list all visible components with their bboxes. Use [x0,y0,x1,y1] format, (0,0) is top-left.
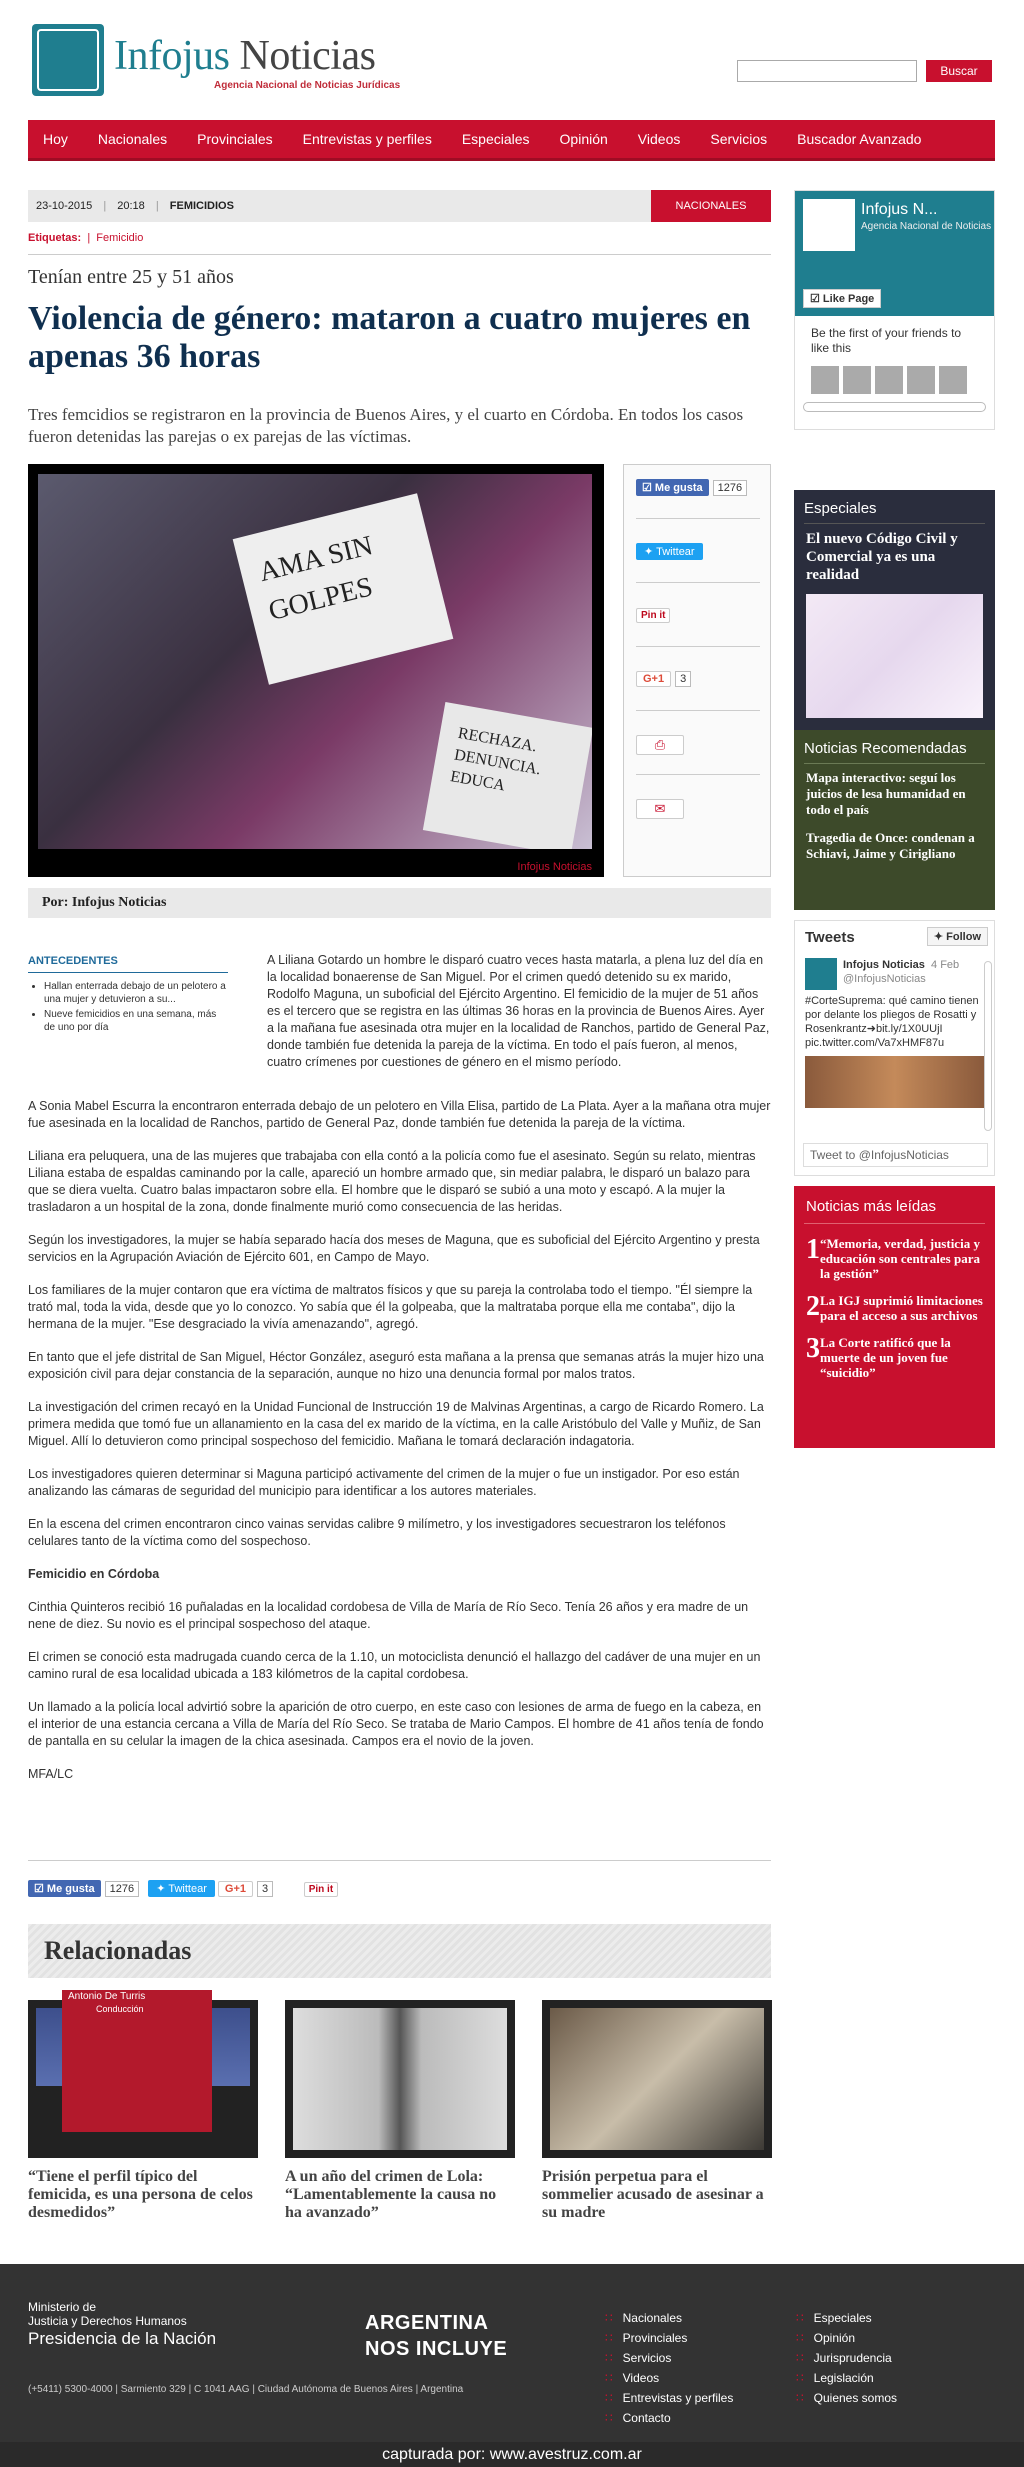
tweet-input[interactable]: Tweet to @InfojusNoticias [803,1143,988,1167]
facebook-page-subtitle: Agencia Nacional de Noticias [861,221,992,232]
email-icon[interactable]: ✉ [636,799,684,819]
google-plus-count: 3 [675,671,691,687]
facebook-like-count: 1276 [105,1881,139,1897]
protest-image [38,474,592,849]
site-logo-title[interactable]: Infojus Noticias [114,33,376,79]
related-badge-sub: Conducción [96,2004,144,2014]
mas-leidas-link[interactable]: “Memoria, verdad, justicia y educación son centrales para la gestión” [820,1236,980,1281]
bottom-share-bar [28,1880,338,1897]
twitter-share-button[interactable]: ✦ Twittear [148,1880,215,1897]
footer-link[interactable]: ∷ Servicios [605,2348,733,2368]
nav-item-videos[interactable]: Videos [637,131,681,147]
divider [28,1860,771,1861]
nav-item-entrevistas[interactable]: Entrevistas y perfiles [302,131,432,147]
antecedentes-list [28,980,228,1036]
mas-leidas-item[interactable] [794,1329,995,1386]
facebook-page-title[interactable]: Infojus N... [861,201,938,218]
horizontal-scrollbar[interactable] [803,402,986,412]
tweet-user[interactable]: Infojus Noticias [843,959,925,971]
tweet-date[interactable]: 4 Feb [931,959,960,971]
especiales-title[interactable]: Especiales [804,500,877,517]
tag-femicidio[interactable]: Femicidio [96,232,144,244]
footer-link[interactable]: ∷ Opinión [796,2328,897,2348]
twitter-share-button[interactable]: ✦ Twittear [636,543,703,560]
paragraph: Cinthia Quinteros recibió 16 puñaladas en la localidad cordobesa de Villa de María de Río Seco. Tenía 26 años y era madre de un nene de diez. Su novio es el principal sospechoso del ataque. [28,1600,749,1631]
related-title[interactable]: “Tiene el perfil típico del femicida, es una persona de celos desmedidos” [28,2168,253,2221]
paragraph: Según los investigadores, la mujer se había separado hacía dos meses de Maguna, que es suboficial del Ejército Argentino y presta servicios en la Agrupación Aviación de Ejército 601, en Campo de Mayo. [28,1233,760,1264]
related-card[interactable] [542,2000,772,2222]
related-card[interactable] [285,2000,515,2222]
mas-leidas-link[interactable]: La IGJ suprimió limitaciones para el acceso a sus archivos [820,1293,983,1323]
capture-watermark: capturada por: www.avestruz.com.ar [0,2442,1024,2467]
article-meta-bar: 23-10-2015 | 20:18 | FEMICIDIOS NACIONALES [28,190,771,222]
antecedente-link[interactable]: • Nueve femicidios en una semana, más de uno por día [44,1008,228,1034]
related-image[interactable] [285,2000,515,2158]
related-title[interactable]: A un año del crimen de Lola: “Lamentablemente la causa no ha avanzado” [285,2168,497,2221]
footer-link[interactable]: ∷ Especiales [796,2308,897,2328]
tweet-handle[interactable]: @InfojusNoticias [843,973,926,985]
avatar[interactable] [843,366,871,394]
recomendada-link[interactable]: Mapa interactivo: seguí los juicios de lesa humanidad en todo el país [806,770,966,817]
share-column [623,464,771,877]
footer-links-col1 [605,2308,733,2428]
paragraph: A Sonia Mabel Escurra la encontraron enterrada debajo de un pelotero en Villa Elisa, partido de La Plata. Ayer a la mañana otra mujer fue asesinada en la localidad de Ranchos, partido de General Paz, donde también fue detenida la pareja de la víctima. [28,1099,771,1130]
facebook-faces [795,366,994,394]
divider [28,254,771,255]
article-headline: Violencia de género: mataron a cuatro mujeres en apenas 36 horas [28,300,751,375]
footer-link[interactable]: ∷ Nacionales [605,2308,733,2328]
facebook-cover[interactable] [795,191,994,316]
relacionadas-title: Relacionadas [28,1924,771,1978]
facebook-friends-text: Be the first of your friends to like this [811,326,962,355]
site-header [28,20,995,100]
tweet-image[interactable] [805,1056,984,1108]
article-body [28,1098,771,1799]
search-input[interactable] [737,60,917,82]
subheading: Femicidio en Córdoba [28,1567,160,1581]
avatar[interactable] [939,366,967,394]
related-title[interactable]: Prisión perpetua para el sommelier acusado de asesinar a su madre [542,2168,764,2221]
divider [804,1223,985,1224]
tweets-title: Tweets [805,929,855,946]
paragraph: Los investigadores quieren determinar si Maguna participó activamente del crimen de la mujer o fue un instigador. Por eso están analizando las cámaras de seguridad del municipio para identificar a los autores materiales. [28,1467,740,1498]
recomendadas-title: Noticias Recomendadas [804,740,967,757]
paragraph: El crimen se conoció esta madrugada cuando cerca de la 1.10, un motociclista denunció el hallazgo del cadáver de una mujer en un camino rural de esa localidad ubicada a 183 kilómetros de la capital cordobesa. [28,1650,761,1681]
mas-leidas-panel [794,1186,995,1448]
pinterest-button[interactable]: Pin it [304,1882,338,1897]
pinterest-button[interactable]: Pin it [636,608,670,623]
facebook-like-button[interactable]: ☑ Me gusta [636,479,709,496]
related-image[interactable] [28,1991,258,2158]
article-time: 20:18 [117,200,145,212]
paragraph: La investigación del crimen recayó en la Unidad Funcional de Instrucción 19 de Malvinas Argentinas, a cargo de Ricardo Romero. La primera medida que tomó fue un allanamiento en la casa del ex marido de la víctima, en la calle Aristóbulo del Valle y Muñiz, de San Miguel. Allí lo detuvieron como principal sospechoso del femicidio. Mañana le tomará declaración indagatoria. [28,1400,764,1448]
paragraph: Liliana era peluquera, una de las mujeres que trabajaba con ella contó a la policía como fue el asesinato. Según su relato, mientras Liliana estaba de espaldas caminando por la calle, apareció un hombre armado que, sin mediar palabra, le disparó un balazo para que se diera vuelta. Cuatro balas impactaron sobre ella. El hombre que le disparó se subió a una moto y escapó. A la mujer la trasladaron a un hospital de la zona, donde finalmente murió como consecuencia de las heridas. [28,1149,756,1214]
category-badge[interactable]: NACIONALES [651,190,771,222]
paragraph: A Liliana Gotardo un hombre le disparó cuatro veces hasta matarla, a plena luz del día en la localidad bonaerense de San Miguel. Por el crimen quedó detenido su ex marido, Rodolfo Maguna, un suboficial del Ejército Argentino. El femicidio de la mujer de 51 años es el tercero que se registra en las últimas 36 horas en la provincia de Buenos Aires. Ayer a la mañana fue asesinada otra mujer en la localidad de Ranchos, partido de General Paz, donde también fue detenida la pareja de la víctima. En todo el país fueron, al menos, cuatro crímenes por cuestiones de género en el mismo período. [267,953,770,1069]
tags-separator: | [87,232,91,244]
footer-address: (+5411) 5300-4000 | Sarmiento 329 | C 1041 AAG | Ciudad Autónoma de Buenos Aires | Argentina [28,2384,464,2395]
avatar[interactable] [811,366,839,394]
facebook-like-count: 1276 [713,480,747,496]
site-logo-subtitle: Agencia Nacional de Noticias Jurídicas [214,80,401,91]
facebook-like-page-button[interactable]: ☑ Like Page [803,289,881,308]
article-byline: Por: Infojus Noticias [28,888,771,918]
paragraph: Los familiares de la mujer contaron que era víctima de maltratos físicos y que su pareja la controlaba todo el tiempo. "Él siempre la trató mal, toda la vida, desde que yo lo conozco. Yo sabía que él la golpeaba, que la maltrataba porque ella me contaba", dijo la hermana de la mujer. "Ese desgraciado la vivía amenazando", agregó. [28,1283,753,1331]
footer-link[interactable]: ∷ Provinciales [605,2328,733,2348]
footer-link[interactable]: ∷ Quienes somos [796,2388,897,2408]
footer-link[interactable]: ∷ Videos [605,2368,733,2388]
recomendada-link[interactable]: Tragedia de Once: condenan a Schiavi, Jaime y Cirigliano [806,830,975,861]
article-section[interactable]: FEMICIDIOS [169,200,234,212]
mas-leidas-link[interactable]: La Corte ratificó que la muerte de un joven fue “suicidio” [820,1335,951,1380]
search-button[interactable]: Buscar [926,60,992,82]
footer-link[interactable]: ∷ Legislación [796,2368,897,2388]
avatar[interactable] [907,366,935,394]
related-card[interactable] [28,1991,258,2222]
footer-link[interactable]: ∷ Entrevistas y perfiles [605,2388,733,2408]
facebook-widget [794,190,995,430]
rank-number: 3 [806,1333,820,1364]
tags [28,232,143,244]
protest-sign: AMA SIN GOLPES [233,493,454,685]
avatar[interactable] [805,958,837,990]
especiales-panel [794,490,995,760]
twitter-follow-button[interactable]: ✦ Follow [927,927,988,946]
nav-item-hoy[interactable]: Hoy [43,131,68,147]
antecedentes-title: ANTECEDENTES [28,955,118,967]
nav-item-opinion[interactable]: Opinión [559,131,608,147]
argentina-nos-incluye-logo: ARGENTINA NOS INCLUYE [365,2312,508,2360]
paragraph: Un llamado a la policía local advirtió sobre la aparición de otro cuerpo, en este caso con lesiones de arma de fuego en la cabeza, en el interior de una estancia cercana a Villa de María del Río Seco. Se trataba de Mario Campos. El hombre de 41 años tenía de fondo de pantalla en su celular la imagen de la chica asesinada. Campos era el novio de la joven. [28,1700,764,1748]
footer-links-col2 [796,2308,897,2408]
infojus-logo-icon[interactable] [32,24,104,96]
tags-label: Etiquetas: [28,232,82,244]
related-image[interactable] [542,2000,772,2158]
rank-number: 2 [806,1291,820,1322]
especiales-item[interactable]: El nuevo Código Civil y Comercial ya es una realidad [806,531,958,583]
footer-link[interactable]: ∷ Jurisprudencia [796,2348,897,2368]
article-lead: Tres femcidios se registraron en la provincia de Buenos Aires, y el cuarto en Córdoba. En todos los casos fueron detenidas las parejas o ex parejas de las víctimas. [28,405,744,446]
signature: MFA/LC [28,1767,74,1781]
article-date: 23-10-2015 [36,200,93,212]
photo-caption: Infojus Noticias [517,861,592,873]
google-plus-button[interactable]: G+1 [218,1881,253,1897]
recomendadas-panel [794,730,995,910]
protest-sign: RECHAZA. DENUNCIA. EDUCA [423,702,592,849]
paragraph: En la escena del crimen encontraron cinco vainas servidas calibre 9 milímetro, y los investigadores secuestraron los teléfonos celulares tanto de la víctima como del sospechoso. [28,1517,726,1548]
infojus-logo-icon [803,199,855,251]
main-nav [28,120,995,161]
especiales-image[interactable] [806,594,983,718]
nav-item-especiales[interactable]: Especiales [461,131,530,147]
vertical-scrollbar[interactable] [984,961,992,1131]
article-kicker: Tenían entre 25 y 51 años [28,266,234,288]
related-badge: Antonio De Turris [62,1990,212,2132]
facebook-like-button[interactable]: ☑ Me gusta [28,1880,101,1897]
google-plus-button[interactable]: G+1 [636,671,671,687]
nav-item-buscador-avanzado[interactable]: Buscador Avanzado [797,131,922,147]
mas-leidas-item[interactable] [794,1287,995,1329]
article-photo [28,464,604,877]
site-footer [0,2264,1024,2442]
footer-link[interactable]: ∷ Contacto [605,2408,733,2428]
print-icon[interactable]: ⎙ [636,735,684,755]
divider [28,972,228,973]
mas-leidas-item[interactable] [794,1230,995,1287]
nav-item-nacionales[interactable]: Nacionales [97,131,168,147]
tweet-text: #CorteSuprema: qué camino tienen por delante los pliegos de Rosatti y Rosenkrantz➜bit.ly/1X0UUjI pic.twitter.com/Va7xHMF87u [805,995,979,1049]
paragraph: En tanto que el jefe distrital de San Miguel, Héctor González, aseguró esta mañana a la prensa que semanas atrás la mujer hizo una exposición civil para dejar constancia de la separación, aunque no hizo una denuncia formal por malos tratos. [28,1350,764,1381]
mas-leidas-title: Noticias más leídas [806,1198,937,1215]
google-plus-count: 3 [257,1881,273,1897]
avatar[interactable] [875,366,903,394]
ministerio-logo[interactable]: Ministerio de Justicia y Derechos Humanos Presidencia de la Nación [28,2300,217,2348]
nav-item-provinciales[interactable]: Provinciales [197,131,273,147]
nav-item-servicios[interactable]: Servicios [710,131,768,147]
twitter-widget [794,920,995,1176]
rank-number: 1 [806,1234,820,1265]
article-body-intro [267,952,771,1087]
tweet[interactable] [795,954,994,1108]
antecedente-link[interactable]: • Hallan enterrada debajo de un pelotero a una mujer y detuvieron a su... [44,980,228,1006]
